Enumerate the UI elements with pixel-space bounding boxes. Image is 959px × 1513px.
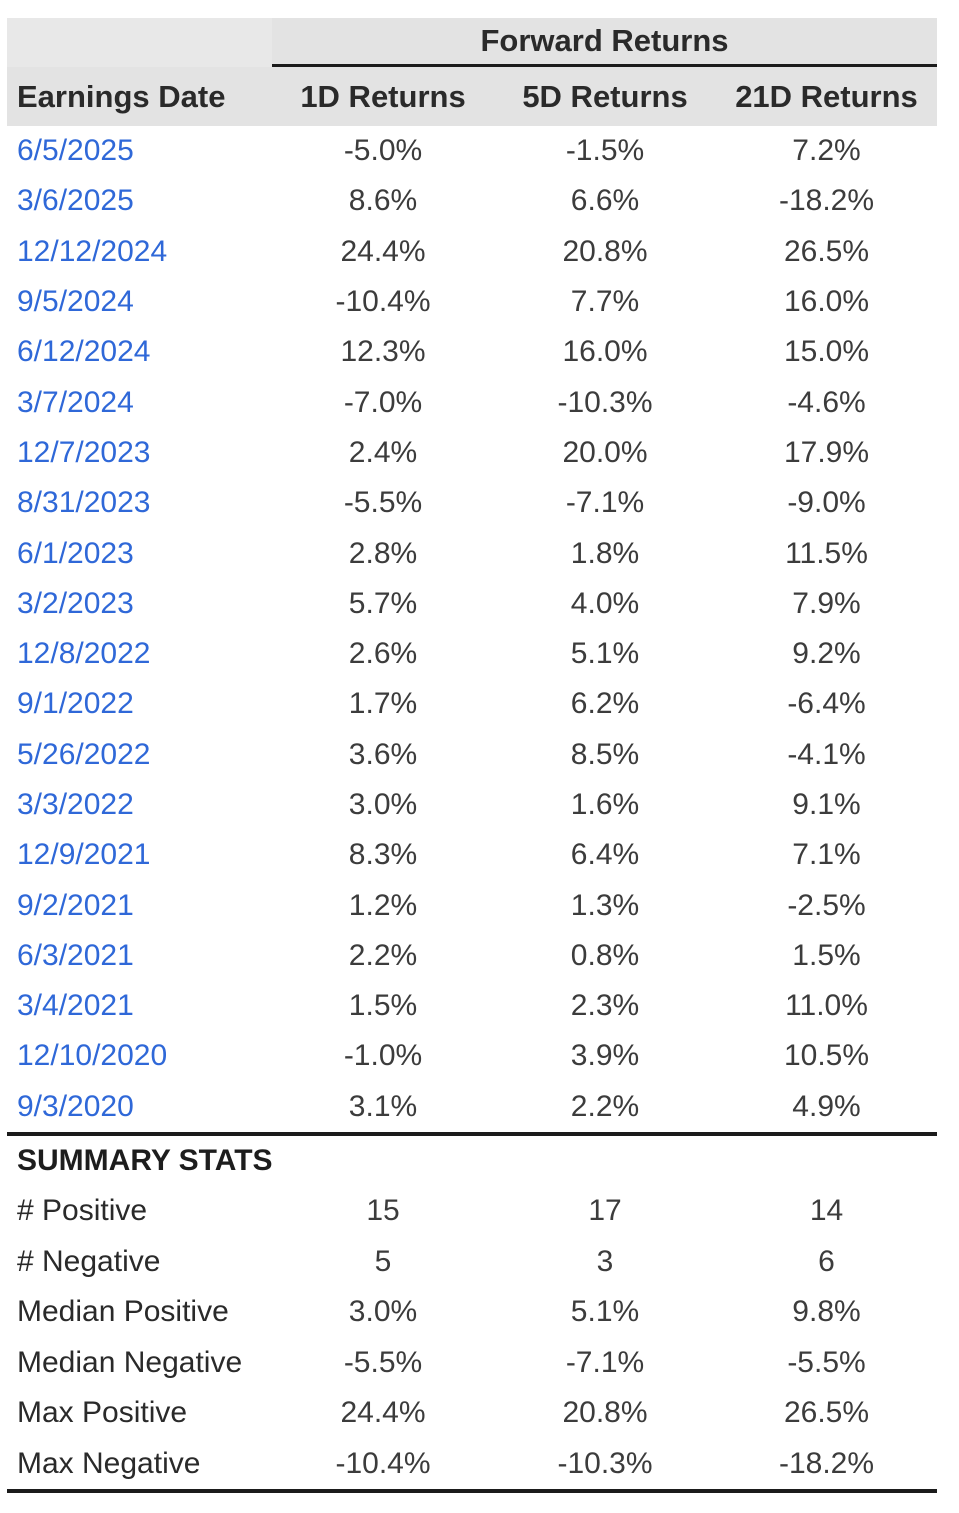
earnings-date-link[interactable]: 6/1/2023 [17,536,134,570]
return-value: 1.3% [570,888,640,922]
return-value: 16.0% [783,285,870,319]
table-row [7,981,937,1031]
summary-stat-value: -5.5% [787,1345,866,1379]
return-value: -1.5% [565,134,645,168]
summary-stats-heading-row [7,1136,937,1186]
table-row [7,1287,937,1338]
return-value: 7.1% [792,838,861,872]
return-value: -6.4% [787,687,866,721]
summary-stat-value: 9.8% [792,1295,861,1329]
group-header-row [7,18,937,67]
earnings-date-link[interactable]: 8/31/2023 [17,486,151,520]
earnings-date-link[interactable]: 6/3/2021 [17,938,134,972]
table-row [7,277,937,327]
return-value: -1.0% [343,1039,423,1073]
earnings-date-link[interactable]: 6/12/2024 [17,335,151,369]
summary-stat-value: -18.2% [778,1446,875,1480]
table-row [7,428,937,478]
return-value: 20.0% [562,435,648,469]
return-value: 2.4% [348,435,418,469]
earnings-date-link[interactable]: 12/7/2023 [17,435,151,469]
return-value: 2.2% [570,1089,640,1123]
return-value: 3.0% [348,788,418,821]
return-value: 11.0% [785,989,868,1023]
return-value: 8.6% [348,184,418,218]
table-row [7,679,937,729]
table-row [7,780,937,830]
return-value: 3.1% [348,1089,418,1123]
return-value: 15.0% [783,335,870,369]
summary-stat-value: -5.5% [343,1345,423,1379]
return-value: 1.2% [348,888,418,922]
summary-stat-label: Median Negative [17,1345,243,1379]
return-value: -18.2% [778,184,875,218]
return-value: 2.6% [348,637,418,671]
return-value: 7.9% [792,586,861,620]
earnings-date-link[interactable]: 3/6/2025 [17,184,134,218]
return-value: 11.5% [785,536,868,570]
table-row [7,1236,937,1287]
return-value: 9.2% [792,637,861,671]
return-value: -5.5% [343,486,423,520]
summary-stat-value: 3.0% [348,1295,418,1329]
return-value: 0.8% [570,938,640,972]
table-row [7,1186,937,1237]
earnings-date-link[interactable]: 3/4/2021 [17,989,134,1023]
table-row [7,478,937,528]
table-header [7,18,937,126]
return-value: 26.5% [783,234,870,268]
table-row [7,1388,937,1439]
earnings-date-link[interactable]: 12/12/2024 [17,234,168,268]
summary-stat-value: 3 [596,1244,614,1278]
earnings-date-link[interactable]: 3/2/2023 [17,586,134,620]
table-row [7,327,937,377]
return-value: 3.9% [570,1039,640,1073]
return-value: 10.5% [783,1039,870,1073]
earnings-date-link[interactable]: 12/9/2021 [17,838,151,872]
summary-stat-value: 5 [374,1244,392,1278]
return-value: -4.6% [787,385,866,419]
return-value: 2.2% [348,938,418,972]
return-value: -9.0% [787,486,866,520]
return-value: -7.0% [343,385,423,419]
return-value: 12.3% [340,335,426,369]
table-row [7,1031,937,1081]
table-row [7,1082,937,1132]
return-value: 2.3% [570,989,640,1023]
table-row [7,1438,937,1489]
return-value: 7.7% [570,285,640,319]
corner-cell [7,18,272,67]
table-row [7,830,937,880]
earnings-date-link[interactable]: 3/3/2022 [17,788,134,821]
return-value: -4.1% [787,737,866,771]
return-value: -5.0% [343,134,423,168]
table-row [7,377,937,427]
summary-stat-value: -10.3% [557,1446,653,1480]
summary-stat-value: 24.4% [340,1396,426,1430]
table-row [7,1337,937,1388]
return-value: 4.0% [570,586,640,620]
col-header-1d-returns: 1D Returns [300,78,466,114]
summary-stat-label: Max Positive [17,1396,188,1430]
earnings-date-link[interactable]: 12/8/2022 [17,637,151,671]
summary-stat-value: 26.5% [783,1396,870,1430]
summary-stat-value: 15 [366,1194,400,1228]
return-value: 6.6% [570,184,640,218]
return-value: 5.1% [570,637,640,671]
summary-stat-value: -7.1% [565,1345,645,1379]
return-value: 8.3% [348,838,418,872]
table-row [7,880,937,930]
summary-stat-label: Median Positive [17,1295,229,1329]
return-value: 16.0% [562,335,648,369]
col-header-21d-returns: 21D Returns [735,78,918,114]
table-row [7,227,937,277]
return-value: 7.2% [792,134,861,168]
return-value: 6.2% [570,687,640,721]
table-row [7,528,937,578]
summary-stat-label: Max Negative [17,1446,201,1480]
summary-stat-value: 17 [588,1194,622,1228]
table-row [7,579,937,629]
return-value: -7.1% [565,486,645,520]
summary-stat-value: 14 [809,1194,844,1228]
return-value: 1.8% [570,536,640,570]
earnings-date-link[interactable]: 9/2/2021 [17,888,134,922]
return-value: 1.7% [348,687,418,721]
return-value: 1.5% [348,989,418,1023]
return-value: 3.6% [348,737,418,771]
earnings-date-link[interactable]: 6/5/2025 [17,134,134,168]
return-value: 24.4% [340,234,426,268]
column-header-row [7,67,937,126]
table-row [7,176,937,226]
col-header-earnings-date: Earnings Date [17,78,226,114]
return-value: 6.4% [570,838,640,872]
summary-stat-value: 20.8% [562,1396,648,1430]
return-value: 9.1% [792,788,861,821]
summary-stat-label: # Negative [17,1244,161,1278]
table-row [7,730,937,780]
return-value: 17.9% [783,435,870,469]
earnings-date-link[interactable]: 3/7/2024 [17,385,134,419]
table-row [7,126,937,176]
summary-stats-heading: SUMMARY STATS [17,1143,273,1177]
table-row [7,629,937,679]
return-value: -2.5% [787,888,866,922]
earnings-date-link[interactable]: 12/10/2020 [17,1039,168,1073]
forward-returns-group-header: Forward Returns [272,18,937,67]
summary-stat-label: # Positive [17,1194,148,1228]
table-row [7,931,937,981]
table-body [7,126,937,1136]
summary-stat-value: 5.1% [570,1295,640,1329]
return-value: 4.9% [792,1089,861,1123]
summary-stat-value: -10.4% [335,1446,431,1480]
return-value: 2.8% [348,536,418,570]
earnings-date-link[interactable]: 9/3/2020 [17,1089,134,1123]
earnings-date-link[interactable]: 9/1/2022 [17,687,134,721]
return-value: 5.7% [348,586,418,620]
return-value: -10.3% [557,385,653,419]
return-value: 20.8% [562,234,648,268]
return-value: 1.5% [792,938,861,972]
earnings-date-link[interactable]: 9/5/2024 [17,285,134,319]
earnings-date-link[interactable]: 5/26/2022 [17,737,151,771]
return-value: 1.6% [570,788,640,821]
return-value: 8.5% [570,737,640,771]
earnings-returns-table [7,18,937,1493]
summary-stat-value: 6 [818,1244,835,1278]
return-value: -10.4% [335,285,431,319]
summary-stats-body [7,1186,937,1493]
col-header-5d-returns: 5D Returns [522,78,688,114]
